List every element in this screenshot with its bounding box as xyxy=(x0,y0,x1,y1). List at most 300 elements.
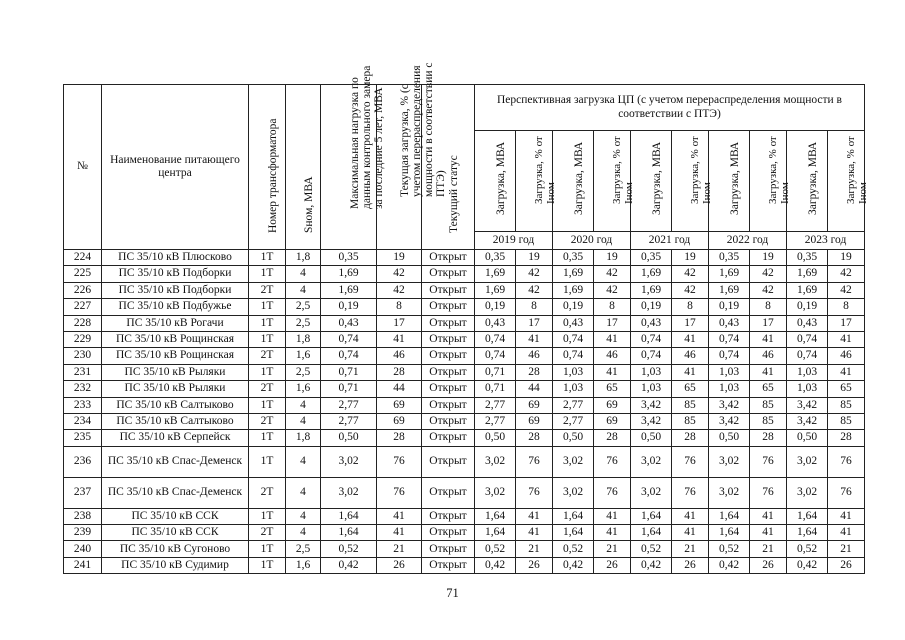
snom-value: 1,6 xyxy=(286,348,321,364)
current-load-value: 28 xyxy=(377,430,422,446)
persp-load-pct: 41 xyxy=(672,364,709,380)
table-row xyxy=(64,348,865,364)
persp-load-mva: 0,43 xyxy=(787,315,828,331)
table-row xyxy=(64,446,865,477)
persp-load-mva: 0,74 xyxy=(475,331,516,347)
persp-load-mva: 3,02 xyxy=(553,446,594,477)
persp-load-pct: 19 xyxy=(594,250,631,266)
persp-load-mva: 1,03 xyxy=(631,381,672,397)
persp-load-mva: 0,50 xyxy=(787,430,828,446)
current-load-value: 19 xyxy=(377,250,422,266)
persp-load-pct: 42 xyxy=(672,266,709,282)
current-load-value: 41 xyxy=(377,508,422,524)
transformer-number: 2Т xyxy=(249,348,286,364)
persp-load-mva: 1,69 xyxy=(631,282,672,298)
transformer-number: 2Т xyxy=(249,525,286,541)
max-load-value: 1,64 xyxy=(321,508,377,524)
persp-load-pct: 8 xyxy=(672,299,709,315)
persp-load-mva: 3,42 xyxy=(709,413,750,429)
persp-load-mva: 0,50 xyxy=(553,430,594,446)
persp-load-pct: 21 xyxy=(672,541,709,557)
persp-load-mva: 0,50 xyxy=(631,430,672,446)
persp-load-mva: 3,02 xyxy=(787,477,828,508)
max-load-value: 2,77 xyxy=(321,413,377,429)
table-row xyxy=(64,266,865,282)
snom-value: 2,5 xyxy=(286,364,321,380)
persp-load-mva: 0,43 xyxy=(631,315,672,331)
persp-load-pct: 42 xyxy=(516,266,553,282)
transformer-number: 1Т xyxy=(249,446,286,477)
persp-load-pct: 8 xyxy=(828,299,865,315)
persp-load-pct: 41 xyxy=(594,525,631,541)
transformer-number: 1Т xyxy=(249,557,286,573)
persp-load-mva: 3,02 xyxy=(709,477,750,508)
persp-load-mva: 3,02 xyxy=(709,446,750,477)
persp-load-pct: 21 xyxy=(594,541,631,557)
transformer-number: 2Т xyxy=(249,282,286,298)
table-row xyxy=(64,430,865,446)
center-name: ПС 35/10 кВ Рыляки xyxy=(102,364,249,380)
transformer-number: 1Т xyxy=(249,315,286,331)
persp-load-pct: 76 xyxy=(516,446,553,477)
center-name: ПС 35/10 кВ Салтыково xyxy=(102,397,249,413)
persp-load-mva: 1,64 xyxy=(787,508,828,524)
table-row xyxy=(64,508,865,524)
status-value: Открыт xyxy=(422,446,475,477)
persp-load-pct: 26 xyxy=(516,557,553,573)
header-load-mva: Загрузка, МВА xyxy=(475,131,516,232)
center-name: ПС 35/10 кВ Подбужье xyxy=(102,299,249,315)
table-row xyxy=(64,525,865,541)
persp-load-mva: 0,74 xyxy=(787,331,828,347)
header-max-load: Максимальная нагрузка по данным контрольного замера за последние 5 лет, МВА xyxy=(321,85,377,250)
persp-load-mva: 1,03 xyxy=(787,364,828,380)
max-load-value: 0,19 xyxy=(321,299,377,315)
persp-load-mva: 0,35 xyxy=(631,250,672,266)
status-value: Открыт xyxy=(422,266,475,282)
max-load-value: 2,77 xyxy=(321,397,377,413)
persp-load-mva: 0,74 xyxy=(553,331,594,347)
table-row xyxy=(64,282,865,298)
persp-load-mva: 0,43 xyxy=(475,315,516,331)
header-load-mva: Загрузка, МВА xyxy=(709,131,750,232)
current-load-value: 76 xyxy=(377,446,422,477)
status-value: Открыт xyxy=(422,477,475,508)
persp-load-mva: 0,71 xyxy=(475,381,516,397)
persp-load-pct: 76 xyxy=(828,446,865,477)
persp-load-mva: 0,52 xyxy=(709,541,750,557)
row-number: 225 xyxy=(64,266,102,282)
header-year: 2022 год xyxy=(709,232,787,250)
persp-load-pct: 42 xyxy=(828,282,865,298)
persp-load-mva: 0,19 xyxy=(787,299,828,315)
persp-load-pct: 26 xyxy=(672,557,709,573)
load-table xyxy=(63,62,869,574)
persp-load-pct: 28 xyxy=(750,430,787,446)
header-load-pct: Загрузка, % от Iном xyxy=(750,131,787,232)
max-load-value: 1,69 xyxy=(321,266,377,282)
row-number: 237 xyxy=(64,477,102,508)
persp-load-mva: 0,42 xyxy=(787,557,828,573)
persp-load-mva: 2,77 xyxy=(553,413,594,429)
persp-load-mva: 3,42 xyxy=(631,397,672,413)
persp-load-pct: 41 xyxy=(516,331,553,347)
persp-load-mva: 0,35 xyxy=(553,250,594,266)
persp-load-pct: 85 xyxy=(750,397,787,413)
persp-load-mva: 1,69 xyxy=(709,282,750,298)
center-name: ПС 35/10 кВ Спас-Деменск xyxy=(102,477,249,508)
persp-load-mva: 0,35 xyxy=(787,250,828,266)
persp-load-mva: 1,69 xyxy=(553,266,594,282)
persp-load-mva: 0,35 xyxy=(475,250,516,266)
snom-value: 4 xyxy=(286,397,321,413)
table-row xyxy=(64,250,865,266)
persp-load-mva: 1,64 xyxy=(787,525,828,541)
persp-load-pct: 17 xyxy=(516,315,553,331)
center-name: ПС 35/10 кВ Сугоново xyxy=(102,541,249,557)
persp-load-pct: 19 xyxy=(672,250,709,266)
persp-load-pct: 85 xyxy=(828,413,865,429)
header-snom: Sном, МВА xyxy=(286,85,321,250)
snom-value: 1,8 xyxy=(286,430,321,446)
persp-load-mva: 1,03 xyxy=(553,364,594,380)
persp-load-mva: 2,77 xyxy=(475,413,516,429)
current-load-value: 17 xyxy=(377,315,422,331)
persp-load-pct: 28 xyxy=(594,430,631,446)
persp-load-mva: 3,02 xyxy=(553,477,594,508)
center-name: ПС 35/10 кВ Салтыково xyxy=(102,413,249,429)
persp-load-pct: 42 xyxy=(672,282,709,298)
header-perspective: Перспективная загрузка ЦП (с учетом перераспределения мощности в соответствии с ПТЭ) xyxy=(475,85,865,131)
table-row xyxy=(64,541,865,557)
persp-load-mva: 0,74 xyxy=(631,331,672,347)
persp-load-pct: 28 xyxy=(828,430,865,446)
status-value: Открыт xyxy=(422,315,475,331)
snom-value: 4 xyxy=(286,446,321,477)
max-load-value: 0,52 xyxy=(321,541,377,557)
persp-load-pct: 76 xyxy=(750,446,787,477)
persp-load-pct: 76 xyxy=(828,477,865,508)
header-load-mva: Загрузка, МВА xyxy=(553,131,594,232)
persp-load-pct: 42 xyxy=(828,266,865,282)
transformer-number: 1Т xyxy=(249,541,286,557)
persp-load-pct: 42 xyxy=(516,282,553,298)
persp-load-pct: 76 xyxy=(594,477,631,508)
center-name: ПС 35/10 кВ Подборки xyxy=(102,266,249,282)
row-number: 231 xyxy=(64,364,102,380)
persp-load-pct: 65 xyxy=(672,381,709,397)
persp-load-mva: 3,02 xyxy=(475,446,516,477)
table-row xyxy=(64,557,865,573)
persp-load-mva: 1,64 xyxy=(553,525,594,541)
row-number: 235 xyxy=(64,430,102,446)
persp-load-pct: 41 xyxy=(750,508,787,524)
row-number: 230 xyxy=(64,348,102,364)
persp-load-pct: 19 xyxy=(516,250,553,266)
header-number: № xyxy=(64,85,102,250)
persp-load-mva: 1,69 xyxy=(787,266,828,282)
table-row xyxy=(64,413,865,429)
persp-load-mva: 0,74 xyxy=(631,348,672,364)
current-load-value: 46 xyxy=(377,348,422,364)
row-number: 236 xyxy=(64,446,102,477)
status-value: Открыт xyxy=(422,541,475,557)
header-load-pct: Загрузка, % от Iном xyxy=(672,131,709,232)
row-number: 234 xyxy=(64,413,102,429)
persp-load-pct: 26 xyxy=(750,557,787,573)
persp-load-pct: 65 xyxy=(594,381,631,397)
current-load-value: 28 xyxy=(377,364,422,380)
max-load-value: 0,35 xyxy=(321,250,377,266)
transformer-number: 1Т xyxy=(249,331,286,347)
persp-load-pct: 42 xyxy=(750,282,787,298)
persp-load-mva: 0,42 xyxy=(709,557,750,573)
center-name: ПС 35/10 кВ Рогачи xyxy=(102,315,249,331)
transformer-number: 2Т xyxy=(249,413,286,429)
persp-load-mva: 1,03 xyxy=(709,381,750,397)
status-value: Открыт xyxy=(422,508,475,524)
persp-load-pct: 19 xyxy=(750,250,787,266)
persp-load-mva: 3,02 xyxy=(631,446,672,477)
persp-load-mva: 0,42 xyxy=(631,557,672,573)
header-current-load: Текущая загрузка, % (с учетом перераспределения мощности в соответствии с ПТЭ) xyxy=(377,85,422,250)
persp-load-mva: 1,64 xyxy=(475,525,516,541)
max-load-value: 3,02 xyxy=(321,446,377,477)
status-value: Открыт xyxy=(422,299,475,315)
center-name: ПС 35/10 кВ Рыляки xyxy=(102,381,249,397)
persp-load-mva: 3,42 xyxy=(709,397,750,413)
persp-load-pct: 46 xyxy=(594,348,631,364)
header-center-name: Наименование питающего центра xyxy=(102,85,249,250)
center-name: ПС 35/10 кВ Рощинская xyxy=(102,331,249,347)
table-row xyxy=(64,381,865,397)
max-load-value: 0,74 xyxy=(321,331,377,347)
snom-value: 4 xyxy=(286,508,321,524)
center-name: ПС 35/10 кВ ССК xyxy=(102,508,249,524)
transformer-number: 1Т xyxy=(249,430,286,446)
max-load-value: 1,64 xyxy=(321,525,377,541)
center-name: ПС 35/10 кВ Серпейск xyxy=(102,430,249,446)
header-load-pct: Загрузка, % от Iном xyxy=(828,131,865,232)
persp-load-mva: 2,77 xyxy=(475,397,516,413)
current-load-value: 69 xyxy=(377,413,422,429)
snom-value: 4 xyxy=(286,413,321,429)
persp-load-pct: 17 xyxy=(750,315,787,331)
header-year: 2023 год xyxy=(787,232,865,250)
max-load-value: 1,69 xyxy=(321,282,377,298)
persp-load-mva: 3,42 xyxy=(631,413,672,429)
persp-load-pct: 41 xyxy=(672,508,709,524)
persp-load-pct: 17 xyxy=(672,315,709,331)
max-load-value: 0,43 xyxy=(321,315,377,331)
persp-load-pct: 26 xyxy=(828,557,865,573)
persp-load-pct: 42 xyxy=(594,282,631,298)
table-row xyxy=(64,299,865,315)
persp-load-pct: 46 xyxy=(750,348,787,364)
header-year: 2019 год xyxy=(475,232,553,250)
persp-load-pct: 46 xyxy=(672,348,709,364)
snom-value: 1,6 xyxy=(286,557,321,573)
persp-load-mva: 0,52 xyxy=(553,541,594,557)
status-value: Открыт xyxy=(422,525,475,541)
status-value: Открыт xyxy=(422,397,475,413)
current-load-value: 69 xyxy=(377,397,422,413)
snom-value: 1,6 xyxy=(286,381,321,397)
persp-load-mva: 1,69 xyxy=(709,266,750,282)
persp-load-mva: 1,64 xyxy=(553,508,594,524)
persp-load-mva: 1,64 xyxy=(709,508,750,524)
snom-value: 1,8 xyxy=(286,331,321,347)
persp-load-mva: 0,43 xyxy=(709,315,750,331)
row-number: 241 xyxy=(64,557,102,573)
current-load-value: 44 xyxy=(377,381,422,397)
snom-value: 4 xyxy=(286,266,321,282)
persp-load-mva: 0,35 xyxy=(709,250,750,266)
transformer-number: 2Т xyxy=(249,381,286,397)
transformer-number: 1Т xyxy=(249,397,286,413)
persp-load-mva: 0,19 xyxy=(631,299,672,315)
persp-load-pct: 8 xyxy=(516,299,553,315)
persp-load-pct: 41 xyxy=(750,364,787,380)
current-load-value: 41 xyxy=(377,525,422,541)
persp-load-pct: 85 xyxy=(828,397,865,413)
center-name: ПС 35/10 кВ Судимир xyxy=(102,557,249,573)
current-load-value: 41 xyxy=(377,331,422,347)
row-number: 229 xyxy=(64,331,102,347)
status-value: Открыт xyxy=(422,250,475,266)
persp-load-mva: 1,64 xyxy=(475,508,516,524)
persp-load-pct: 76 xyxy=(516,477,553,508)
persp-load-pct: 41 xyxy=(594,508,631,524)
header-year: 2020 год xyxy=(553,232,631,250)
persp-load-pct: 85 xyxy=(672,413,709,429)
persp-load-pct: 69 xyxy=(594,413,631,429)
persp-load-pct: 21 xyxy=(516,541,553,557)
transformer-number: 1Т xyxy=(249,250,286,266)
persp-load-pct: 69 xyxy=(516,413,553,429)
snom-value: 4 xyxy=(286,477,321,508)
max-load-value: 0,42 xyxy=(321,557,377,573)
persp-load-mva: 1,03 xyxy=(787,381,828,397)
persp-load-pct: 76 xyxy=(594,446,631,477)
persp-load-mva: 0,74 xyxy=(709,348,750,364)
max-load-value: 0,71 xyxy=(321,364,377,380)
center-name: ПС 35/10 кВ ССК xyxy=(102,525,249,541)
transformer-number: 1Т xyxy=(249,266,286,282)
row-number: 233 xyxy=(64,397,102,413)
persp-load-mva: 3,42 xyxy=(787,413,828,429)
status-value: Открыт xyxy=(422,364,475,380)
persp-load-pct: 41 xyxy=(516,525,553,541)
row-number: 240 xyxy=(64,541,102,557)
persp-load-mva: 0,42 xyxy=(553,557,594,573)
status-value: Открыт xyxy=(422,331,475,347)
current-load-value: 26 xyxy=(377,557,422,573)
persp-load-pct: 8 xyxy=(594,299,631,315)
persp-load-pct: 76 xyxy=(672,446,709,477)
row-number: 227 xyxy=(64,299,102,315)
center-name: ПС 35/10 кВ Подборки xyxy=(102,282,249,298)
persp-load-pct: 65 xyxy=(750,381,787,397)
header-load-mva: Загрузка, МВА xyxy=(787,131,828,232)
row-number: 238 xyxy=(64,508,102,524)
persp-load-mva: 1,69 xyxy=(475,282,516,298)
header-year: 2021 год xyxy=(631,232,709,250)
status-value: Открыт xyxy=(422,348,475,364)
table-row xyxy=(64,477,865,508)
persp-load-pct: 41 xyxy=(516,508,553,524)
status-value: Открыт xyxy=(422,381,475,397)
current-load-value: 8 xyxy=(377,299,422,315)
persp-load-mva: 0,52 xyxy=(631,541,672,557)
status-value: Открыт xyxy=(422,282,475,298)
persp-load-mva: 1,03 xyxy=(631,364,672,380)
persp-load-pct: 17 xyxy=(594,315,631,331)
persp-load-mva: 1,69 xyxy=(553,282,594,298)
header-load-mva: Загрузка, МВА xyxy=(631,131,672,232)
table-row xyxy=(64,397,865,413)
persp-load-mva: 1,64 xyxy=(631,525,672,541)
page-number: 71 xyxy=(446,586,459,600)
persp-load-pct: 42 xyxy=(750,266,787,282)
max-load-value: 0,71 xyxy=(321,381,377,397)
persp-load-pct: 21 xyxy=(828,541,865,557)
persp-load-mva: 1,03 xyxy=(709,364,750,380)
persp-load-pct: 28 xyxy=(516,430,553,446)
persp-load-pct: 21 xyxy=(750,541,787,557)
persp-load-mva: 0,19 xyxy=(553,299,594,315)
persp-load-mva: 3,02 xyxy=(631,477,672,508)
persp-load-pct: 46 xyxy=(516,348,553,364)
row-number: 239 xyxy=(64,525,102,541)
persp-load-mva: 1,69 xyxy=(631,266,672,282)
max-load-value: 0,74 xyxy=(321,348,377,364)
persp-load-mva: 0,74 xyxy=(475,348,516,364)
persp-load-mva: 0,52 xyxy=(787,541,828,557)
persp-load-pct: 76 xyxy=(672,477,709,508)
snom-value: 2,5 xyxy=(286,541,321,557)
persp-load-mva: 1,64 xyxy=(631,508,672,524)
persp-load-mva: 0,50 xyxy=(475,430,516,446)
persp-load-pct: 41 xyxy=(672,525,709,541)
persp-load-mva: 3,42 xyxy=(787,397,828,413)
persp-load-mva: 0,71 xyxy=(475,364,516,380)
persp-load-pct: 65 xyxy=(828,381,865,397)
snom-value: 2,5 xyxy=(286,315,321,331)
transformer-number: 2Т xyxy=(249,477,286,508)
persp-load-pct: 41 xyxy=(672,331,709,347)
row-number: 232 xyxy=(64,381,102,397)
header-status: Текущий статус xyxy=(422,85,475,250)
persp-load-mva: 3,02 xyxy=(787,446,828,477)
row-number: 228 xyxy=(64,315,102,331)
persp-load-mva: 0,50 xyxy=(709,430,750,446)
table-row xyxy=(64,315,865,331)
persp-load-mva: 1,03 xyxy=(553,381,594,397)
persp-load-pct: 44 xyxy=(516,381,553,397)
max-load-value: 0,50 xyxy=(321,430,377,446)
center-name: ПС 35/10 кВ Рощинская xyxy=(102,348,249,364)
row-number: 224 xyxy=(64,250,102,266)
persp-load-pct: 76 xyxy=(750,477,787,508)
transformer-number: 1Т xyxy=(249,364,286,380)
snom-value: 4 xyxy=(286,525,321,541)
center-name: ПС 35/10 кВ Спас-Деменск xyxy=(102,446,249,477)
snom-value: 4 xyxy=(286,282,321,298)
current-load-value: 42 xyxy=(377,266,422,282)
persp-load-pct: 41 xyxy=(750,525,787,541)
persp-load-pct: 8 xyxy=(750,299,787,315)
